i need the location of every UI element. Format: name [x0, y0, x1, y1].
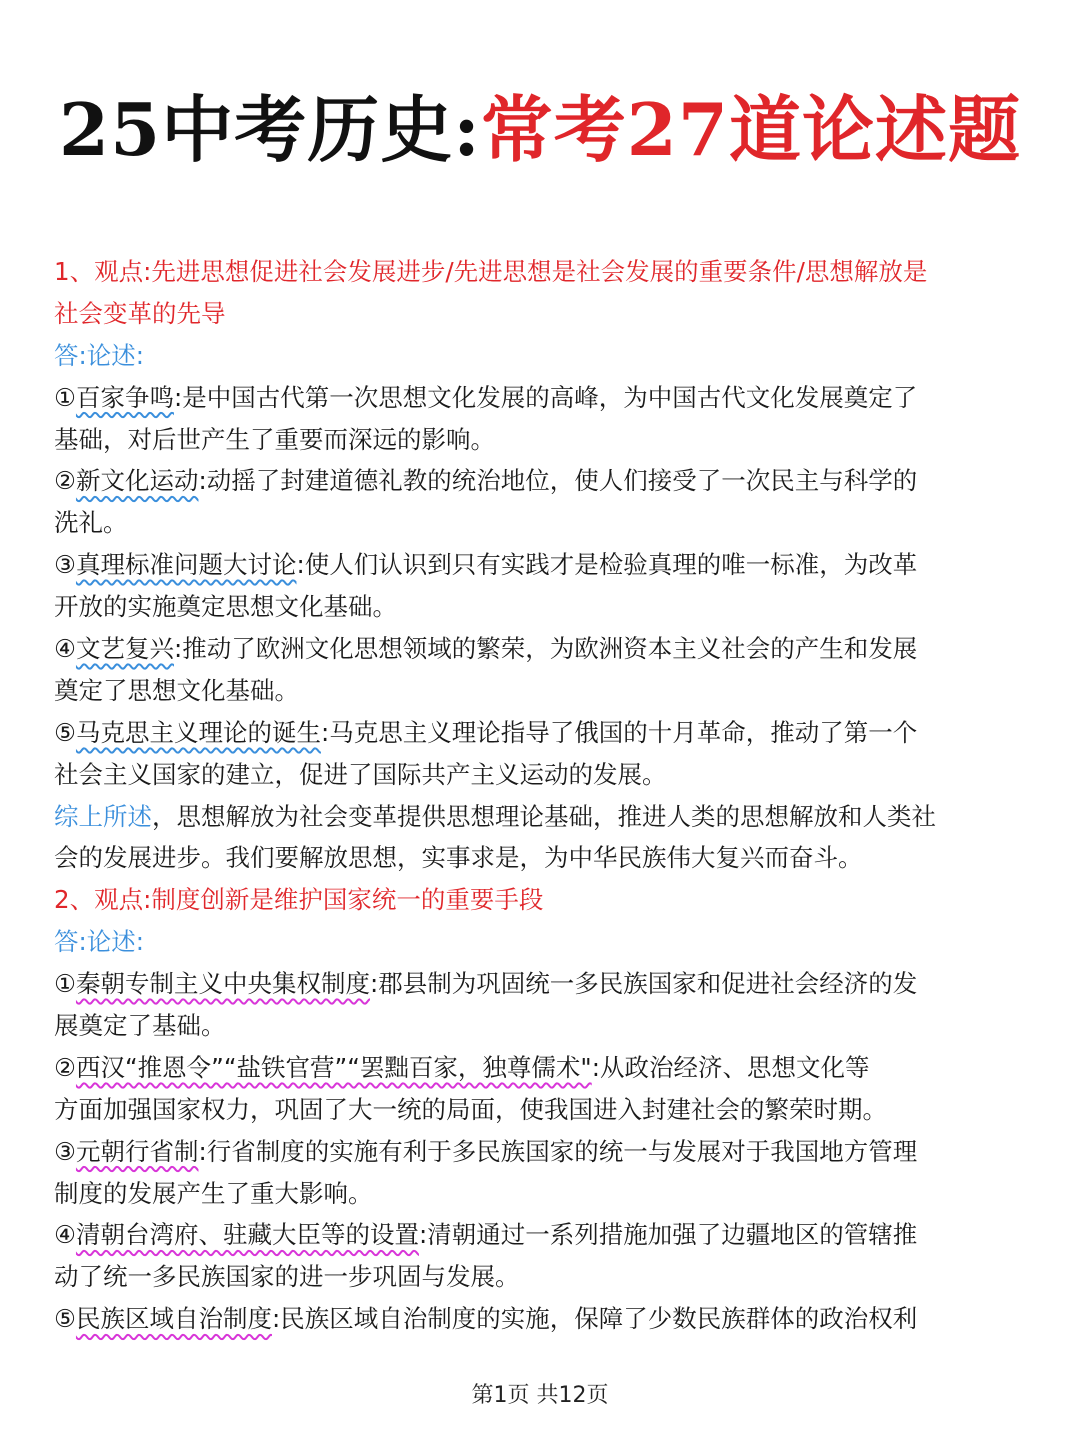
item-term: 百家争鸣 [75, 382, 174, 412]
item-text: :使人们认识到只有实践才是检验真理的唯一标准，为改革 [296, 550, 918, 580]
item-text: :马克思主义理论指导了俄国的十月革命，推动了第一个 [320, 717, 918, 747]
item-number: ⑤ [54, 1304, 76, 1334]
section1-item-5-cont: 社会主义国家的建立，促进了国际共产主义运动的发展。 [54, 759, 667, 789]
section1-item-4-cont: 奠定了思想文化基础。 [54, 675, 299, 705]
section2-item-3 [54, 1131, 1034, 1173]
item-number: ① [54, 382, 76, 412]
item-term: 元朝行省制 [75, 1136, 199, 1166]
item-term: 西汉“推恩令”“盐铁官营”“罢黜百家，独尊儒术" [75, 1052, 592, 1082]
item-text: :郡县制为巩固统一多民族国家和促进社会经济的发 [369, 969, 918, 999]
section2-item-4-cont: 动了统一多民族国家的进一步巩固与发展。 [54, 1262, 520, 1292]
item-number: ⑤ [54, 717, 76, 747]
item-number: ③ [54, 1136, 76, 1166]
section1-summary-cont: 会的发展进步。我们要解放思想，实事求是，为中华民族伟大复兴而奋斗。 [54, 843, 863, 873]
section2-item-5 [54, 1298, 1034, 1340]
section1-item-4 [54, 628, 1034, 670]
section1-heading-line2: 社会变革的先导 [54, 298, 226, 328]
section1-summary [54, 796, 1034, 838]
item-text: :清朝通过一系列措施加强了边疆地区的管辖推 [418, 1220, 918, 1250]
item-number: ① [54, 969, 76, 999]
page-indicator: 第1页 共12页 [471, 1383, 609, 1408]
section2-item-3-cont: 制度的发展产生了重大影响。 [54, 1178, 373, 1208]
section2-heading: 2、观点:制度创新是维护国家统一的重要手段 [54, 885, 544, 915]
item-number: ④ [54, 1220, 76, 1250]
section1-item-2-cont: 洗礼。 [54, 508, 128, 538]
item-number: ② [54, 1052, 76, 1082]
section1-item-3-cont: 开放的实施奠定思想文化基础。 [54, 592, 397, 622]
title-black-part: 25中考历史: [59, 87, 481, 172]
item-term: 真理标准问题大讨论 [75, 550, 297, 580]
section1-item-1 [54, 377, 1034, 419]
section2-item-1-cont: 展奠定了基础。 [54, 1011, 226, 1041]
item-term: 秦朝专制主义中央集权制度 [75, 969, 370, 999]
item-term: 清朝台湾府、驻藏大臣等的设置 [75, 1220, 419, 1250]
section2-item-2 [54, 1047, 1034, 1089]
document-body [54, 251, 1034, 1340]
item-term: 民族区域自治制度 [75, 1304, 272, 1334]
summary-text: ，思想解放为社会变革提供思想理论基础，推进人类的思想解放和人类社 [152, 801, 936, 831]
section1-item-3 [54, 544, 1034, 586]
item-term: 新文化运动 [75, 466, 199, 496]
section1-heading-line1: 1、观点:先进思想促进社会发展进步/先进思想是社会发展的重要条件/思想解放是 [54, 257, 928, 286]
section2-item-4 [54, 1214, 1034, 1256]
item-number: ③ [54, 550, 76, 580]
section2-item-1 [54, 963, 1034, 1005]
item-term: 马克思主义理论的诞生 [75, 717, 321, 747]
item-text: :从政治经济、思想文化等 [591, 1052, 870, 1082]
page-title [0, 82, 1080, 178]
section1-answer-label: 答:论述: [54, 340, 145, 370]
summary-label: 综上所述 [54, 801, 152, 831]
title-red-part: 常考27道论述题 [480, 87, 1021, 172]
section1-item-1-cont: 基础，对后世产生了重要而深远的影响。 [54, 424, 495, 454]
item-number: ② [54, 466, 76, 496]
item-text: :行省制度的实施有利于多民族国家的统一与发展对于我国地方管理 [198, 1136, 918, 1166]
item-text: :是中国古代第一次思想文化发展的高峰，为中国古代文化发展奠定了 [173, 382, 918, 412]
item-text: :民族区域自治制度的实施，保障了少数民族群体的政治权利 [271, 1304, 918, 1334]
item-text: :推动了欧洲文化思想领域的繁荣，为欧洲资本主义社会的产生和发展 [173, 634, 918, 664]
item-number: ④ [54, 634, 76, 664]
section2-answer-label: 答:论述: [54, 927, 145, 957]
section2-item-2-cont: 方面加强国家权力，巩固了大一统的局面，使我国进入封建社会的繁荣时期。 [54, 1094, 887, 1124]
section1-item-5 [54, 712, 1034, 754]
item-term: 文艺复兴 [75, 634, 174, 664]
item-text: :动摇了封建道德礼教的统治地位，使人们接受了一次民主与科学的 [198, 466, 918, 496]
section1-item-2 [54, 460, 1034, 502]
